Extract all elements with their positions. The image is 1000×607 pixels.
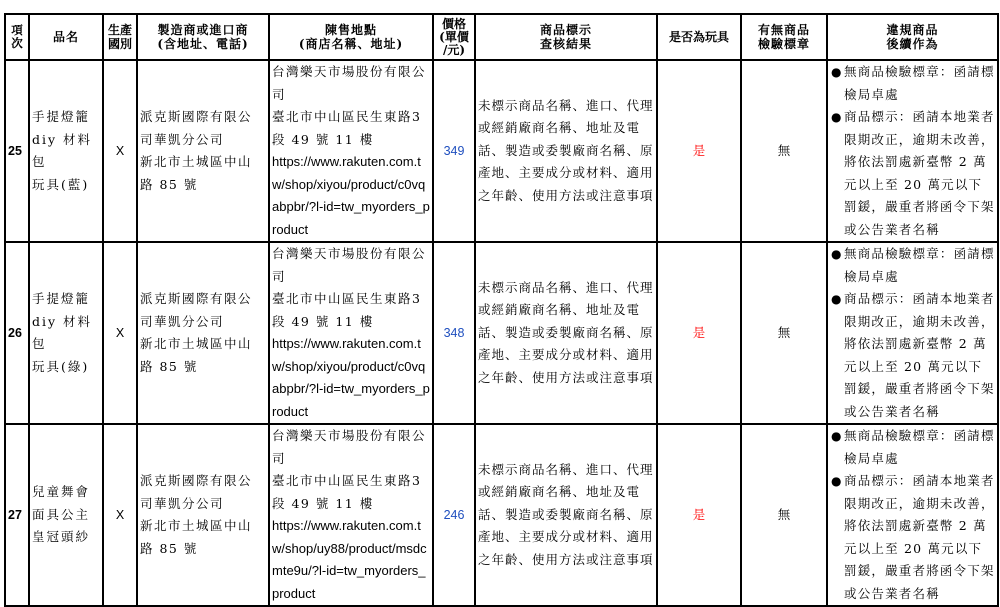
product-name <box>29 424 103 606</box>
header-price-line2: (單價 <box>439 29 469 44</box>
followup-text: 商品標示：函請本地業者限期改正，逾期未改善，將依法罰處新臺幣 2 萬元以上至 20 萬元以下罰鍰，嚴重者將函令下架或公告業者名稱 <box>844 473 995 601</box>
header-inspection-mark-line1: 有無商品 <box>757 23 810 37</box>
label-check-result: 未標示商品名稱、進口、代理或經銷廠商名稱、地址及電話、製造或委製廠商名稱、原產地、主要成分或材料、適用之年齡、使用方法或注意事項 <box>475 424 657 606</box>
manufacturer-line4: 路 85 號 <box>140 176 198 192</box>
table-row <box>5 424 998 606</box>
shop-location <box>269 60 433 242</box>
followup-item <box>830 470 995 605</box>
header-followup-line1: 違規商品 <box>886 23 939 37</box>
bullet-icon: ● <box>831 474 843 488</box>
shop-name: 台灣樂天市場股份有限公司 <box>272 64 427 102</box>
header-manufacturer-line2: (含地址、電話) <box>157 37 249 51</box>
bullet-icon: ● <box>831 292 843 306</box>
bullet-icon: ● <box>831 110 843 124</box>
inspection-report-table <box>4 13 999 607</box>
bullet-icon: ● <box>831 65 843 79</box>
followup-text: 無商品檢驗標章：函請標檢局卓處 <box>844 64 995 102</box>
shop-name: 台灣樂天市場股份有限公司 <box>272 428 427 466</box>
header-row <box>5 14 998 60</box>
unit-price: 246 <box>433 424 475 606</box>
product-name <box>29 60 103 242</box>
product-name-line3: 玩具(綠) <box>32 358 90 374</box>
header-name: 品名 <box>29 14 103 60</box>
manufacturer-line2: 司華凱分公司 <box>140 313 225 329</box>
followup-text: 無商品檢驗標章：函請標檢局卓處 <box>844 246 995 284</box>
is-toy-value: 是 <box>657 60 741 242</box>
manufacturer-line3: 新北市土城區中山 <box>140 518 253 533</box>
row-index: 27 <box>5 424 29 606</box>
header-shop-line2: (商店名稱、地址) <box>298 37 404 51</box>
manufacturer-line3: 新北市土城區中山 <box>140 154 253 169</box>
header-price-line3: /元) <box>442 42 466 57</box>
manufacturer <box>137 424 269 606</box>
product-name-line3: 皇冠頭紗 <box>32 529 91 545</box>
header-origin: 生產國別 <box>103 14 137 60</box>
followup-actions <box>827 60 998 242</box>
followup-item <box>830 288 995 423</box>
row-index: 25 <box>5 60 29 242</box>
product-name-line2: diy 材料包 <box>32 313 93 351</box>
followup-actions <box>827 242 998 424</box>
inspection-mark-value: 無 <box>741 60 827 242</box>
header-index: 項次 <box>5 14 29 60</box>
header-price-line1: 價格 <box>441 16 466 31</box>
unit-price: 348 <box>433 242 475 424</box>
is-toy-value: 是 <box>657 242 741 424</box>
product-name <box>29 242 103 424</box>
shop-address: 臺北市中山區民生東路3段 49 號 11 樓 <box>272 473 422 511</box>
shop-name: 台灣樂天市場股份有限公司 <box>272 246 427 284</box>
product-name-line3: 玩具(藍) <box>32 176 90 192</box>
header-shop <box>269 14 433 60</box>
bullet-icon: ● <box>831 247 843 261</box>
shop-url-link[interactable]: https://www.rakuten.com.tw/shop/xiyou/product/c0vqabpbr/?l-id=tw_myorders_product <box>272 336 430 419</box>
product-name-line1: 手提燈籠 <box>32 291 91 306</box>
shop-address: 臺北市中山區民生東路3段 49 號 11 樓 <box>272 109 422 147</box>
row-index: 26 <box>5 242 29 424</box>
manufacturer-line1: 派克斯國際有限公 <box>140 109 253 124</box>
product-name-line2: 面具公主 <box>32 506 91 522</box>
header-label-check-line2: 查核結果 <box>539 37 592 51</box>
product-name-line1: 兒童舞會 <box>32 484 91 500</box>
manufacturer-line1: 派克斯國際有限公 <box>140 473 253 488</box>
followup-list <box>830 61 995 241</box>
shop-location <box>269 424 433 606</box>
manufacturer <box>137 242 269 424</box>
header-is-toy: 是否為玩具 <box>657 14 741 60</box>
header-label-check-line1: 商品標示 <box>539 23 592 37</box>
header-followup-line2: 後續作為 <box>886 37 939 51</box>
followup-text: 商品標示：函請本地業者限期改正，逾期未改善，將依法罰處新臺幣 2 萬元以上至 20 萬元以下罰鍰，嚴重者將函令下架或公告業者名稱 <box>844 109 995 237</box>
manufacturer-line4: 路 85 號 <box>140 358 198 374</box>
manufacturer-line2: 司華凱分公司 <box>140 495 225 511</box>
unit-price: 349 <box>433 60 475 242</box>
inspection-mark-value: 無 <box>741 424 827 606</box>
origin-country: X <box>103 60 137 242</box>
product-name-line1: 手提燈籠 <box>32 109 91 124</box>
bullet-icon: ● <box>831 429 843 443</box>
table-row <box>5 60 998 242</box>
followup-item <box>830 106 995 241</box>
header-manufacturer <box>137 14 269 60</box>
header-shop-line1: 陳售地點 <box>324 23 377 37</box>
is-toy-value: 是 <box>657 424 741 606</box>
followup-actions <box>827 424 998 606</box>
manufacturer-line2: 司華凱分公司 <box>140 131 225 147</box>
product-name-line2: diy 材料包 <box>32 131 93 169</box>
label-check-result: 未標示商品名稱、進口、代理或經銷廠商名稱、地址及電話、製造或委製廠商名稱、原產地、主要成分或材料、適用之年齡、使用方法或注意事項 <box>475 242 657 424</box>
origin-country: X <box>103 242 137 424</box>
inspection-mark-value: 無 <box>741 242 827 424</box>
header-label-check <box>475 14 657 60</box>
followup-text: 無商品檢驗標章：函請標檢局卓處 <box>844 428 995 466</box>
shop-location <box>269 242 433 424</box>
followup-list <box>830 425 995 605</box>
label-check-result: 未標示商品名稱、進口、代理或經銷廠商名稱、地址及電話、製造或委製廠商名稱、原產地、主要成分或材料、適用之年齡、使用方法或注意事項 <box>475 60 657 242</box>
manufacturer-line1: 派克斯國際有限公 <box>140 291 253 306</box>
header-inspection-mark-line2: 檢驗標章 <box>757 37 810 51</box>
followup-list <box>830 243 995 423</box>
origin-country: X <box>103 424 137 606</box>
shop-url-link[interactable]: https://www.rakuten.com.tw/shop/uy88/product/msdcmte9u/?l-id=tw_myorders_product <box>272 518 427 601</box>
header-inspection-mark <box>741 14 827 60</box>
followup-item <box>830 61 995 106</box>
shop-url-link[interactable]: https://www.rakuten.com.tw/shop/xiyou/product/c0vqabpbr/?l-id=tw_myorders_product <box>272 154 430 237</box>
followup-item <box>830 425 995 470</box>
followup-item <box>830 243 995 288</box>
manufacturer-line4: 路 85 號 <box>140 540 198 556</box>
header-manufacturer-line1: 製造商或進口商 <box>157 23 249 37</box>
followup-text: 商品標示：函請本地業者限期改正，逾期未改善，將依法罰處新臺幣 2 萬元以上至 20 萬元以下罰鍰，嚴重者將函令下架或公告業者名稱 <box>844 291 995 419</box>
manufacturer-line3: 新北市土城區中山 <box>140 336 253 351</box>
manufacturer <box>137 60 269 242</box>
header-price <box>433 14 475 60</box>
header-followup <box>827 14 998 60</box>
shop-address: 臺北市中山區民生東路3段 49 號 11 樓 <box>272 291 422 329</box>
table-row <box>5 242 998 424</box>
